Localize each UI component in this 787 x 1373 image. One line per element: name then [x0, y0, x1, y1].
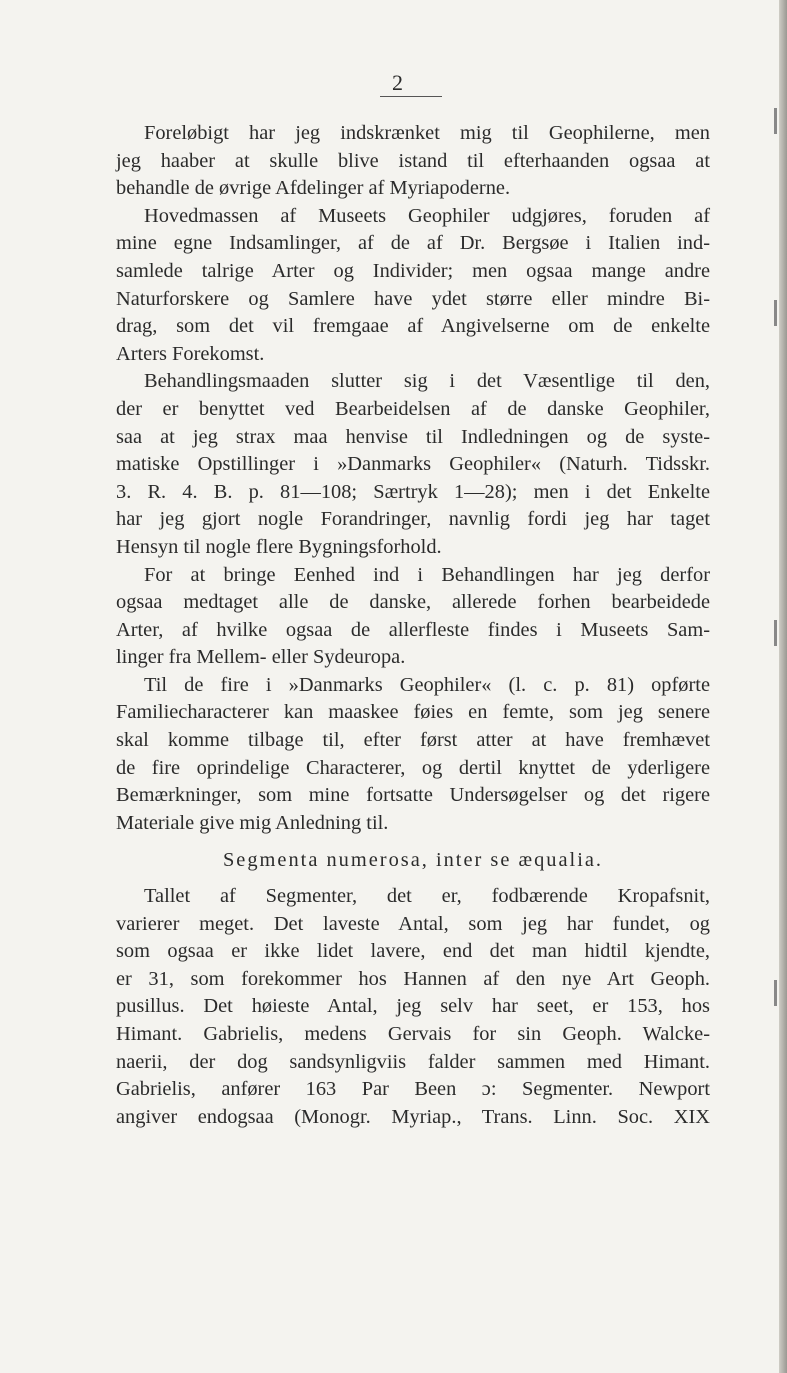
- text-line: 3. R. 4. B. p. 81—108; Særtryk 1—28); men i det Enkelte: [116, 480, 710, 503]
- text-line: Tallet af Segmenter, det er, fodbærende Kropafsnit,: [144, 885, 710, 908]
- body-text: [116, 120, 710, 1131]
- text-line: linger fra Mellem- eller Sydeuropa.: [116, 646, 406, 669]
- text-line: samlede talrige Arter og Individer; men ogsaa mange andre: [116, 259, 710, 282]
- text-line: For at bringe Eenhed ind i Behandlingen har jeg derfor: [144, 563, 710, 586]
- text-line: har jeg gjort nogle Forandringer, navnlig fordi jeg har taget: [116, 508, 710, 531]
- text-line: saa at jeg strax maa henvise til Indledningen og de syste-: [116, 425, 710, 448]
- text-line: skal komme tilbage til, efter først atter at have fremhævet: [116, 729, 710, 752]
- text-line: Foreløbigt har jeg indskrænket mig til Geophilerne, men: [144, 122, 710, 144]
- text-line: som ogsaa er ikke lidet lavere, end det man hidtil kjendte,: [116, 940, 710, 963]
- text-line: angiver endogsaa (Monogr. Myriap., Trans. Linn. Soc. XIX: [116, 1105, 710, 1128]
- scan-edge-mark: [774, 980, 777, 1006]
- text-line: Hensyn til nogle flere Bygningsforhold.: [116, 535, 442, 558]
- text-line: Arters Forekomst.: [116, 342, 265, 365]
- text-line: Behandlingsmaaden slutter sig i det Væsentlige til den,: [144, 370, 710, 393]
- scan-edge-mark: [774, 620, 777, 646]
- scan-edge-mark: [774, 300, 777, 326]
- text-line: Naturforskere og Samlere have ydet større eller mindre Bi-: [116, 287, 710, 310]
- text-line: Himant. Gabrielis, medens Gervais for sin Geoph. Walcke-: [116, 1023, 710, 1045]
- text-line: pusillus. Det høieste Antal, jeg selv har seet, er 153, hos: [116, 995, 710, 1018]
- text-line: Arter, af hvilke ogsaa de allerfleste findes i Museets Sam-: [116, 618, 710, 641]
- text-line: jeg haaber at skulle blive istand til efterhaanden ogsaa at: [116, 149, 710, 172]
- text-line: mine egne Indsamlinger, af de af Dr. Bergsøe i Italien ind-: [116, 232, 710, 255]
- scan-edge-mark: [774, 108, 777, 134]
- page-number-rule: [380, 96, 442, 97]
- text-line: naerii, der dog sandsynligviis falder sammen med Himant.: [116, 1050, 710, 1073]
- text-line: der er benyttet ved Bearbeidelsen af de danske Geophiler,: [116, 397, 710, 420]
- text-line: er 31, som forekommer hos Hannen af den nye Art Geoph.: [116, 967, 710, 990]
- section-heading: Segmenta numerosa, inter se æqualia.: [222, 849, 604, 872]
- scan-page-edge: [779, 0, 787, 1373]
- text-line: Familiecharacterer kan maaskee føies en femte, som jeg senere: [116, 701, 710, 724]
- text-line: behandle de øvrige Afdelinger af Myriapoderne.: [116, 177, 511, 200]
- text-line: Til de fire i »Danmarks Geophiler« (l. c. p. 81) opførte: [144, 673, 710, 696]
- text-line: Gabrielis, anfører 163 Par Been ɔ: Segmenter. Newport: [116, 1078, 710, 1101]
- text-line: varierer meget. Det laveste Antal, som jeg har fundet, og: [116, 912, 710, 935]
- text-line: Materiale give mig Anledning til.: [116, 811, 389, 834]
- text-line: de fire oprindelige Characterer, og dertil knyttet de yderligere: [116, 756, 710, 779]
- text-line: Hovedmassen af Museets Geophiler udgjøres, foruden af: [144, 204, 710, 227]
- text-line: drag, som det vil fremgaae af Angivelserne om de enkelte: [116, 315, 710, 338]
- text-line: ogsaa medtaget alle de danske, allerede forhen bearbeidede: [116, 591, 710, 614]
- page-number: 2: [392, 70, 403, 95]
- text-line: matiske Opstillinger i »Danmarks Geophiler« (Naturh. Tidsskr.: [116, 453, 710, 476]
- text-line: Bemærkninger, som mine fortsatte Undersøgelser og det rigere: [116, 784, 710, 807]
